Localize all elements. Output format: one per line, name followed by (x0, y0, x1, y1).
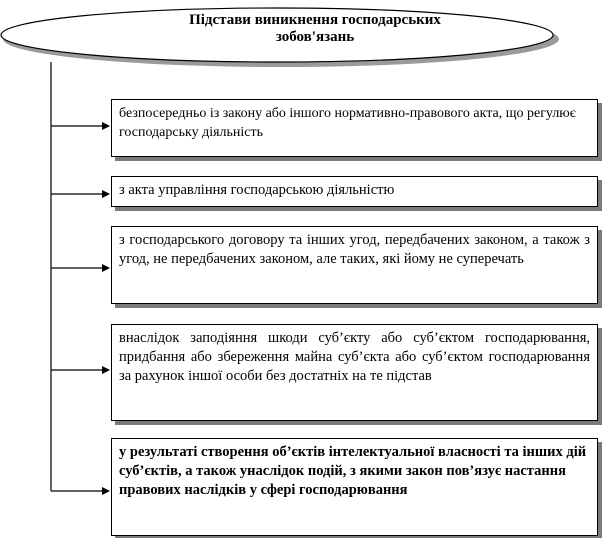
basis-text-damage: внаслідок заподіяння шкоди суб’єкту або суб’єктом господарювання, придбання або збереження майна суб’єкта або суб’єктом господарювання за рахунок іншої особи без достатніх на те підстав (119, 330, 590, 384)
basis-text-intellectual-property: у результаті створення об’єктів інтелектуальної власності та інших дій суб’єктів, а також унаслідок подій, з якими закон пов’язує настання правових наслідків у сфері господарювання (119, 444, 587, 498)
basis-text-law: безпосередньо із закону або іншого нормативно-правового акта, що регулює господарську діяльність (119, 106, 576, 140)
basis-box-damage (111, 324, 598, 421)
basis-text-contract: з господарського договору та інших угод, передбачених законом, а також з угод, не передбачених законом, але таких, які йому не суперечать (119, 232, 590, 267)
root-title: Підстави виникнення господарських зобов'язань (189, 12, 441, 45)
basis-box-management-act (111, 176, 598, 207)
basis-box-law (111, 99, 598, 157)
basis-box-intellectual-property (111, 438, 598, 536)
basis-box-contract (111, 226, 598, 304)
basis-text-management-act: з акта управління господарською діяльністю (119, 182, 395, 198)
